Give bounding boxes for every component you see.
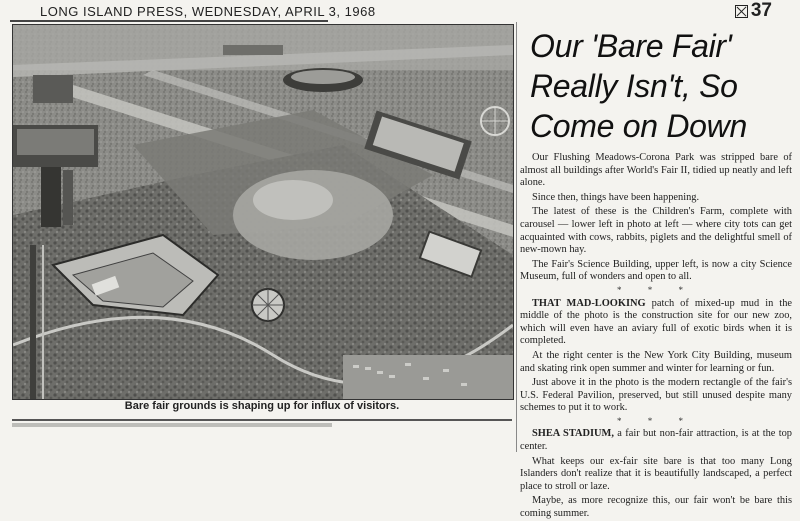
- paragraph-1: Our Flushing Meadows-Corona Park was stripped bare of almost all buildings after World's Fair II, tidied up neatly and left alone.: [520, 152, 792, 189]
- separator-1: * * *: [617, 284, 695, 295]
- article: [520, 24, 793, 520]
- headline-line-3: Come on Down: [530, 108, 747, 144]
- paragraph-9: What keeps our ex-fair site bare is that too many Long Islanders don't realize that it is beautifully landscaped, a perfect place to stroll or laze.: [520, 455, 792, 492]
- separator-2: * * *: [617, 415, 695, 426]
- paragraph-10: Maybe, as more recognize this, our fair won't be bare this coming summer.: [520, 495, 792, 520]
- page-number: 37: [750, 0, 772, 21]
- paragraph-4: The Fair's Science Building, upper left, is now a city Science Museum, full of wonders and open to all.: [520, 258, 792, 283]
- paragraph-5-text: patch of mixed-up mud in the middle of the photo is the construction site for our new zoo, which will even have an aviary full of exotic birds when it is completed.: [520, 297, 792, 347]
- headline-line-2: Really Isn't, So: [530, 68, 738, 104]
- bottom-rule: [12, 419, 512, 421]
- article-headline: [530, 26, 792, 146]
- paragraph-8: [520, 428, 792, 453]
- masthead-rule: [10, 20, 328, 22]
- paragraph-2: Since then, things have been happening.: [532, 191, 700, 203]
- paragraph-8-text: a fair but non-fair attraction, is at the top center.: [520, 428, 793, 453]
- paragraph-6: At the right center is the New York City Building, museum and skating rink open summer and winter for learning or fun.: [520, 349, 792, 374]
- paragraph-5: [520, 298, 792, 348]
- section-lead-shea: SHEA STADIUM,: [532, 428, 614, 440]
- page-marker: [735, 0, 772, 22]
- paragraph-3: The latest of these is the Children's Farm, complete with carousel — lower left in photo at left — where city tots can get acquainted with cows, rabbits, piglets and the delightful smell of new-mown hay.: [520, 206, 792, 256]
- photo-caption: Bare fair grounds is shaping up for influx of visitors.: [124, 400, 400, 412]
- checkbox-icon: [735, 5, 748, 18]
- masthead: LONG ISLAND PRESS, WEDNESDAY, APRIL 3, 1968: [40, 4, 376, 19]
- aerial-photo: [12, 24, 514, 400]
- aerial-photo-illustration: [13, 25, 513, 399]
- headline-line-1: Our 'Bare Fair': [530, 28, 732, 64]
- bottom-smudge: [12, 423, 332, 427]
- paragraph-7: Just above it in the photo is the modern rectangle of the fair's U.S. Federal Pavilion, preserved, but still unused despite many schemes to put it to work.: [520, 377, 792, 414]
- article-body: [520, 152, 792, 521]
- column-rule: [516, 22, 517, 452]
- section-lead-mad: THAT MAD-LOOKING: [532, 297, 646, 309]
